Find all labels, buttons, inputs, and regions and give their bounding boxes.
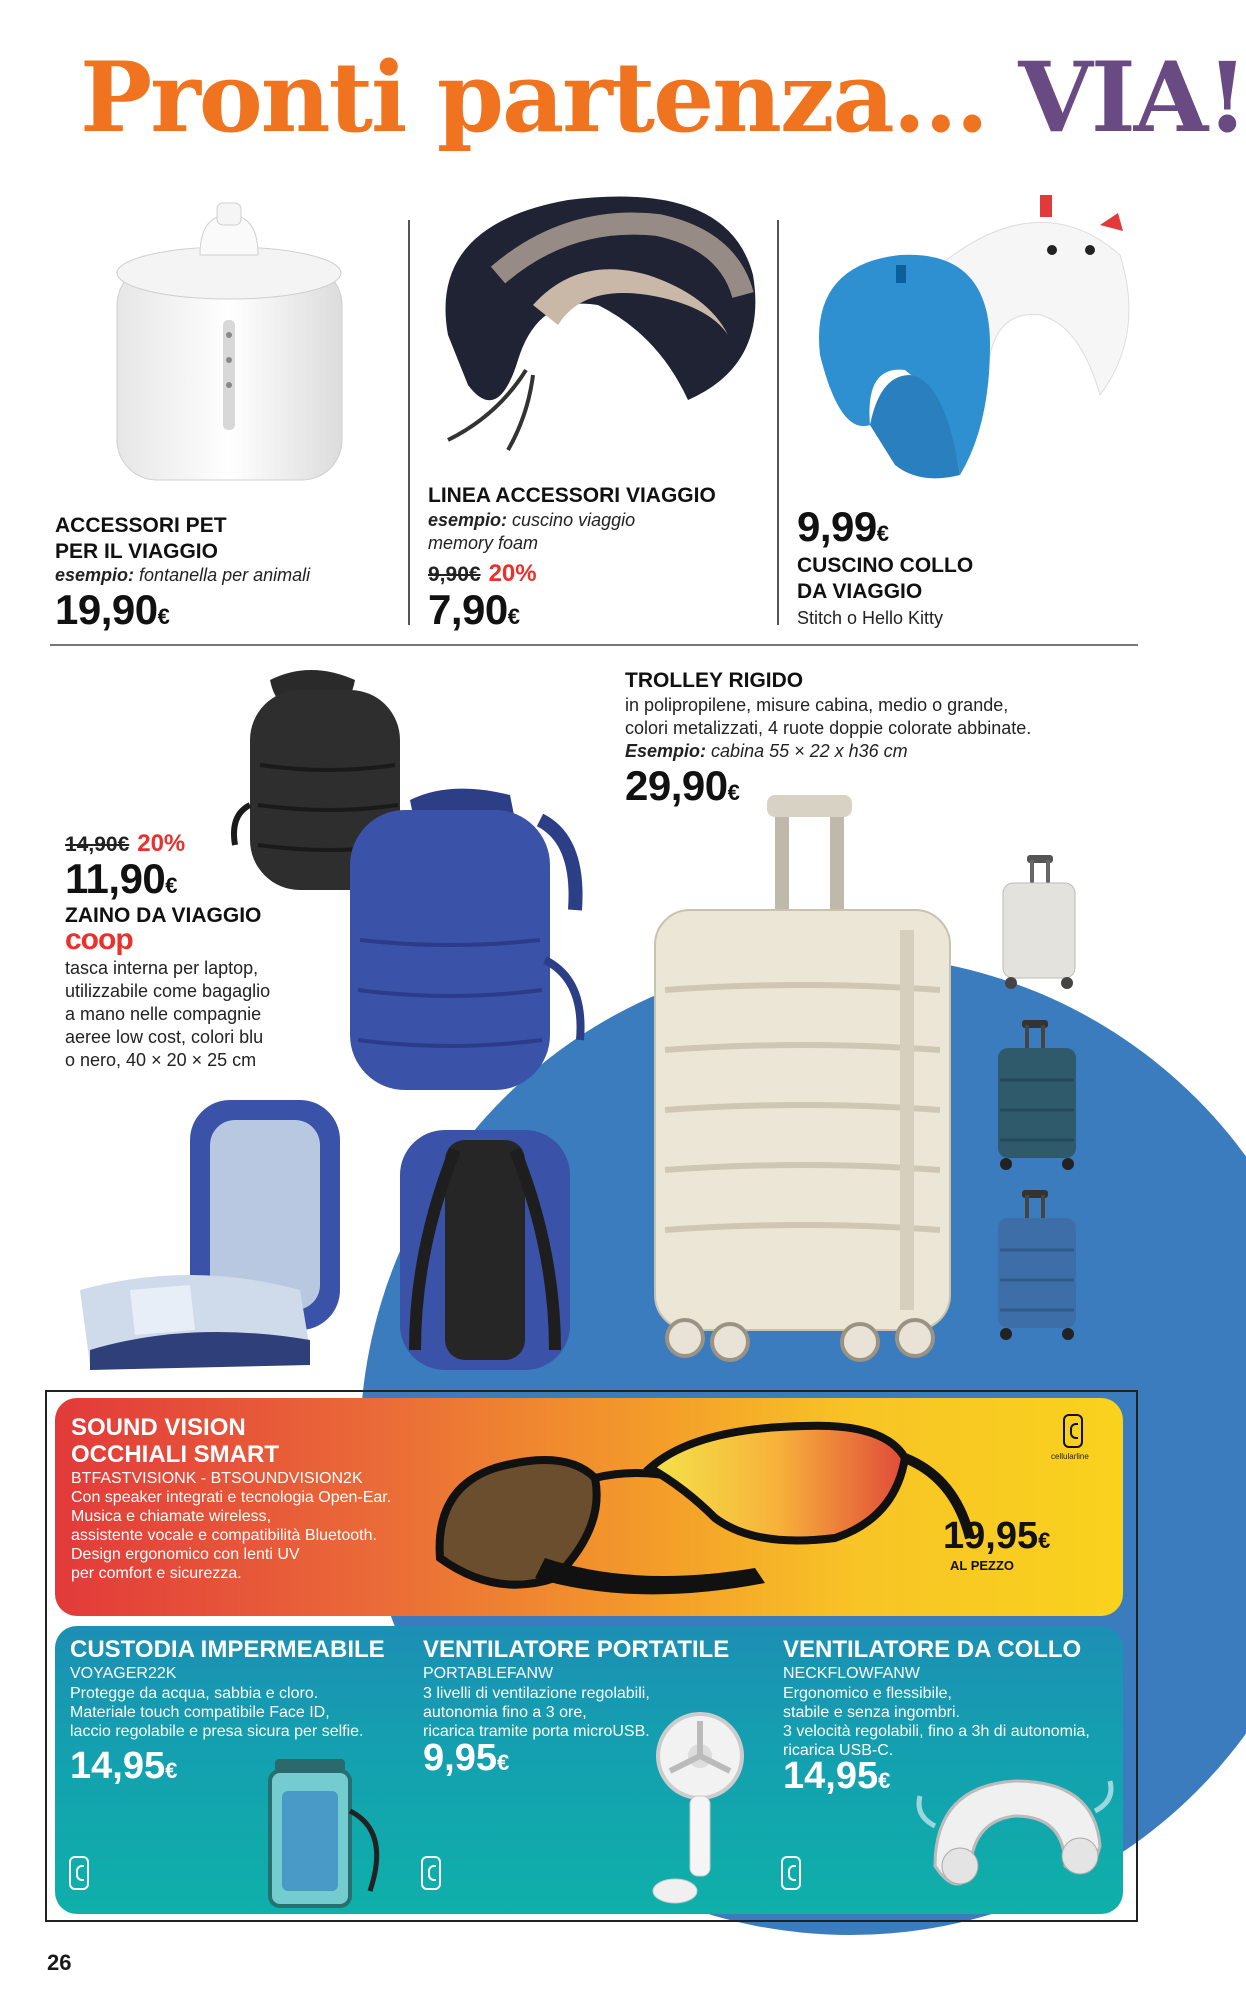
collo-title: VENTILATORE DA COLLO (783, 1636, 1082, 1663)
backpack-back-image (375, 1110, 590, 1375)
linea-title: LINEA ACCESSORI VIAGGIO (428, 484, 716, 507)
pet-title (55, 513, 227, 565)
custodia-price-currency: € (165, 1758, 178, 1783)
ventilatore-box (405, 1626, 765, 1914)
pet-title-line-1: ACCESSORI PET (55, 514, 227, 537)
neck-fan-image (915, 1756, 1115, 1906)
portable-fan-image (645, 1706, 755, 1911)
custodia-desc-line-1: Protegge da acqua, sabbia e cloro. (70, 1685, 319, 1702)
zaino-old-price: 14,90€ (65, 833, 130, 856)
ventilatore-price (423, 1738, 509, 1783)
cuscino-price-currency: € (876, 521, 889, 546)
custodia-desc (70, 1684, 363, 1741)
linea-example-label: esempio: (428, 510, 508, 530)
pet-fountain-image (105, 195, 355, 495)
linea-example (428, 509, 635, 555)
cuscino-price (797, 505, 889, 556)
collo-desc (783, 1684, 1090, 1760)
smart-glasses-image (435, 1408, 975, 1608)
sound-vision-desc-line-2: Musica e chiamate wireless, (71, 1508, 272, 1525)
collo-code: NECKFLOWFANW (783, 1665, 920, 1682)
title-part-1: Pronti partenza... (80, 41, 987, 154)
ventilatore-price-value: 9,95 (423, 1737, 497, 1779)
zaino-desc-line-2: utilizzabile come bagaglio (65, 981, 271, 1001)
sound-vision-desc-line-5: per comfort e sicurezza. (71, 1565, 242, 1582)
linea-price-value: 7,90 (428, 586, 508, 633)
trolley-example-text: cabina 55 × 22 x h36 cm (711, 741, 908, 761)
sound-vision-desc-line-1: Con speaker integrati e tecnologia Open-Ear. (71, 1489, 392, 1506)
cuscino-desc: Stitch o Hello Kitty (797, 608, 944, 628)
zaino-price-currency: € (165, 873, 178, 898)
title-part-2: VIA! (1018, 41, 1246, 154)
trolley-example-label: Esempio: (625, 741, 707, 761)
ventilatore-desc-line-3: ricarica tramite porta microUSB. (423, 1723, 650, 1740)
sound-vision-price-value: 19,95 (943, 1515, 1039, 1557)
sound-vision-desc-line-4: Design ergonomico con lenti UV (71, 1546, 300, 1563)
ventilatore-desc-line-1: 3 livelli di ventilazione regolabili, (423, 1685, 650, 1702)
linea-old-price: 9,90€ (428, 563, 481, 586)
trolley-desc-line-2: colori metalizzati, 4 ruote doppie colorate abbinate. (625, 718, 1032, 738)
memory-foam-pillow-image (408, 185, 768, 455)
cellularline-logo-icon-custodia (69, 1856, 89, 1890)
trolley-title: TROLLEY RIGIDO (625, 669, 804, 692)
cellularline-logo-icon (1063, 1414, 1083, 1448)
open-backpack-image (70, 1090, 360, 1375)
cuscino-title (797, 553, 973, 605)
sound-vision-title-line-2: OCCHIALI SMART (71, 1441, 279, 1468)
collo-desc-line-2: stabile e senza ingombri. (783, 1704, 960, 1721)
trolley-desc (625, 694, 1031, 763)
ventilatore-price-currency: € (496, 1750, 510, 1775)
trolley-price-value: 29,90 (625, 762, 728, 809)
sound-vision-title-line-1: SOUND VISION (71, 1414, 246, 1441)
cuscino-title-line-2: DA VIAGGIO (797, 580, 923, 603)
linea-example-text-2: memory foam (428, 533, 539, 553)
sound-vision-desc-line-3: assistente vocale e compatibilità Bluetooth. (71, 1527, 377, 1544)
pet-example (55, 564, 310, 587)
ventilatore-desc (423, 1684, 650, 1741)
custodia-title: CUSTODIA IMPERMEABILE (70, 1636, 385, 1663)
zaino-desc-line-3: a mano nelle compagnie (65, 1004, 262, 1024)
sound-vision-desc (71, 1488, 391, 1583)
trolley-image (645, 790, 960, 1370)
zaino-price-value: 11,90 (65, 855, 166, 902)
linea-example-text-1: cuscino viaggio (512, 510, 636, 530)
ventilatore-code: PORTABLEFANW (423, 1665, 554, 1682)
sound-vision-title (71, 1414, 279, 1468)
page-number: 26 (47, 1950, 72, 1975)
collo-price (783, 1756, 890, 1801)
sound-vision-box (55, 1398, 1123, 1616)
collo-price-currency: € (878, 1768, 891, 1793)
zaino-discount (65, 830, 185, 858)
cellularline-logo-text: cellularline (1051, 1452, 1089, 1461)
zaino-desc-line-5: o nero, 40 × 20 × 25 cm (65, 1050, 257, 1070)
pet-example-label: esempio: (55, 565, 135, 585)
ventilatore-title: VENTILATORE PORTATILE (423, 1636, 730, 1663)
collo-box (765, 1626, 1123, 1914)
waterproof-case-image (250, 1751, 390, 1911)
linea-discount-percent: 20% (488, 560, 537, 587)
zaino-title: ZAINO DA VIAGGIO (65, 904, 262, 927)
page-title (80, 41, 1246, 154)
pet-example-text: fontanella per animali (139, 565, 311, 585)
cellularline-logo-icon-collo (781, 1856, 801, 1890)
custodia-price (70, 1746, 177, 1791)
neck-pillows-image (800, 195, 1140, 495)
cuscino-title-line-1: CUSCINO COLLO (797, 554, 974, 577)
linea-price (428, 588, 520, 639)
sound-vision-unit: AL PEZZO (950, 1558, 1015, 1573)
custodia-box (55, 1626, 405, 1914)
pet-title-line-2: PER IL VIAGGIO (55, 540, 218, 563)
collo-price-value: 14,95 (783, 1755, 879, 1797)
custodia-price-value: 14,95 (70, 1745, 166, 1787)
zaino-desc-line-4: aeree low cost, colori blu (65, 1027, 264, 1047)
cuscino-price-value: 9,99 (797, 503, 877, 550)
ventilatore-desc-line-2: autonomia fino a 3 ore, (423, 1704, 587, 1721)
divider-2 (777, 220, 779, 625)
linea-price-currency: € (507, 604, 520, 629)
trolley-desc-line-1: in polipropilene, misure cabina, medio o grande, (625, 695, 1009, 715)
sound-vision-price (943, 1516, 1050, 1561)
collo-desc-line-1: Ergonomico e flessibile, (783, 1685, 952, 1702)
pet-price (55, 588, 169, 639)
zaino-desc-line-1: tasca interna per laptop, (65, 958, 259, 978)
zaino-discount-percent: 20% (137, 830, 186, 857)
zaino-desc (65, 957, 270, 1072)
sound-vision-code: BTFASTVISIONK - BTSOUNDVISION2K (71, 1470, 363, 1487)
trolley-teal-image (990, 1020, 1085, 1180)
custodia-code: VOYAGER22K (70, 1665, 177, 1682)
trolley-price (625, 764, 739, 815)
blue-backpack-image (330, 780, 590, 1100)
linea-discount (428, 560, 537, 588)
section-divider (50, 644, 1138, 646)
divider-1 (408, 220, 410, 625)
custodia-desc-line-3: laccio regolabile e presa sicura per selfie. (70, 1723, 364, 1740)
pet-price-currency: € (157, 604, 170, 629)
cellularline-logo-icon-ventilatore (421, 1856, 441, 1890)
trolley-white-image (995, 855, 1085, 995)
collo-desc-line-3: 3 velocità regolabili, fino a 3h di autonomia, (783, 1723, 1090, 1740)
custodia-desc-line-2: Materiale touch compatibile Face ID, (70, 1704, 330, 1721)
trolley-blue-image (990, 1190, 1085, 1350)
trolley-price-currency: € (727, 780, 740, 805)
coop-logo: coop (65, 923, 133, 956)
zaino-price (65, 857, 177, 908)
collo-desc-line-4: ricarica USB-C. (783, 1742, 894, 1759)
pet-price-value: 19,90 (55, 586, 158, 633)
sound-vision-price-currency: € (1038, 1528, 1051, 1553)
